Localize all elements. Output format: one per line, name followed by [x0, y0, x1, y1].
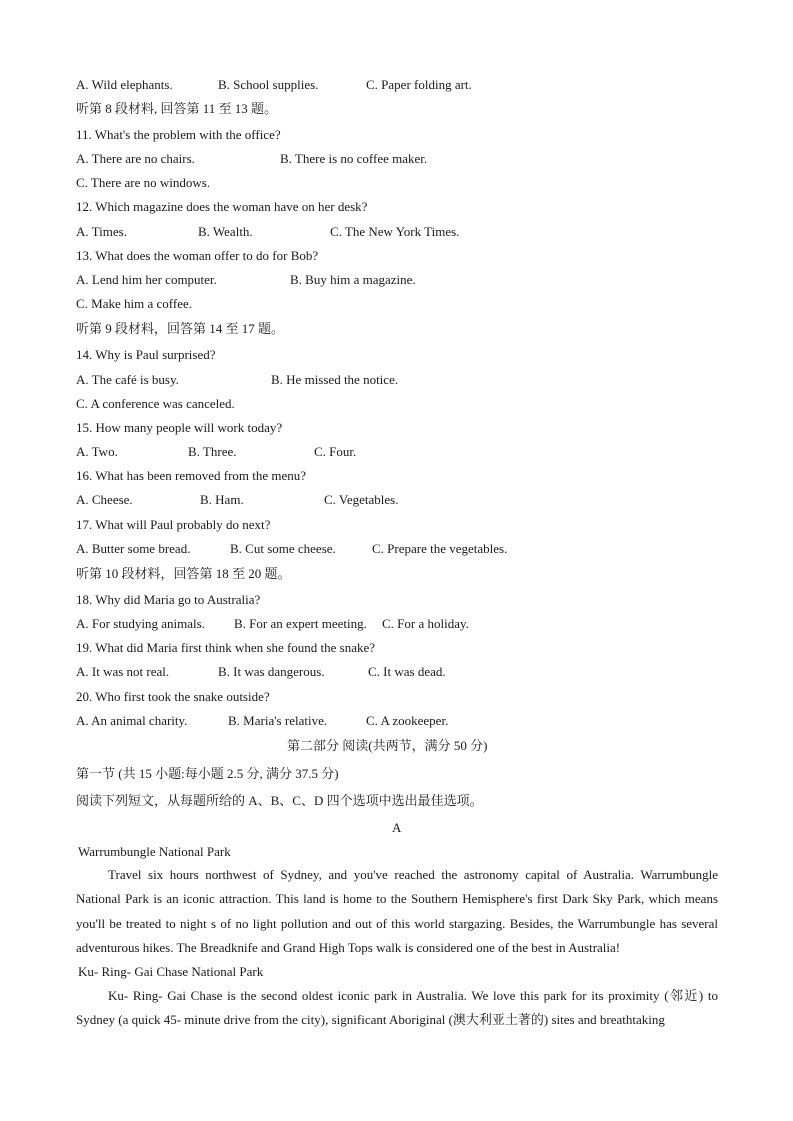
section-9-instruction: 听第 9 段材料，回答第 14 至 17 题。	[76, 321, 285, 336]
q20-option-a: A. An animal charity.	[76, 713, 188, 728]
reading-instructions: 阅读下列短文，从每题所给的 A、B、C、D 四个选项中选出最佳选项。	[76, 793, 483, 808]
q12-question: 12. Which magazine does the woman have on her desk?	[76, 199, 368, 214]
q20-question: 20. Who first took the snake outside?	[76, 689, 270, 704]
section-8-instruction: 听第 8 段材料, 回答第 11 至 13 题。	[76, 101, 278, 116]
q16-option-a: A. Cheese.	[76, 492, 133, 507]
q19-option-a: A. It was not real.	[76, 664, 170, 679]
q15-question: 15. How many people will work today?	[76, 420, 283, 435]
q13-question: 13. What does the woman offer to do for Bob?	[76, 248, 319, 263]
q14-question: 14. Why is Paul surprised?	[76, 347, 216, 362]
q12-option-c: C. The New York Times.	[330, 224, 460, 239]
q12-option-a: A. Times.	[76, 224, 127, 239]
q16-question: 16. What has been removed from the menu?	[76, 468, 307, 483]
park-2-heading: Ku- Ring- Gai Chase National Park	[78, 964, 264, 979]
q18-question: 18. Why did Maria go to Australia?	[76, 592, 261, 607]
q13-option-b: B. Buy him a magazine.	[290, 272, 416, 287]
q18-option-b: B. For an expert meeting.	[234, 616, 367, 631]
q20-option-b: B. Maria's relative.	[228, 713, 328, 728]
q17-question: 17. What will Paul probably do next?	[76, 517, 271, 532]
section-10-instruction: 听第 10 段材料，回答第 18 至 20 题。	[76, 566, 291, 581]
q19-option-c: C. It was dead.	[368, 664, 446, 679]
q16-option-c: C. Vegetables.	[324, 492, 399, 507]
q17-option-a: A. Butter some bread.	[76, 541, 191, 556]
q11-question: 11. What's the problem with the office?	[76, 127, 281, 142]
q10-option-a: A. Wild elephants.	[76, 77, 173, 92]
park-1-heading: Warrumbungle National Park	[78, 844, 231, 859]
q16-option-b: B. Ham.	[200, 492, 244, 507]
q11-option-c: C. There are no windows.	[76, 175, 211, 190]
q17-option-b: B. Cut some cheese.	[230, 541, 336, 556]
q12-option-b: B. Wealth.	[198, 224, 253, 239]
q13-option-a: A. Lend him her computer.	[76, 272, 217, 287]
park-2-paragraph: Ku- Ring- Gai Chase is the second oldest iconic park in Australia. We love this park for its proximity (邻近) to Sydney (a quick 45- minute drive from the city), significant Aboriginal (澳大利亚土著的) sites and breathtaking	[76, 988, 718, 1028]
q11-option-a: A. There are no chairs.	[76, 151, 195, 166]
q14-option-c: C. A conference was canceled.	[76, 396, 235, 411]
q10-option-c: C. Paper folding art.	[366, 77, 472, 92]
passage-letter: A	[392, 820, 402, 835]
q13-option-c: C. Make him a coffee.	[76, 296, 192, 311]
q18-option-a: A. For studying animals.	[76, 616, 205, 631]
q19-option-b: B. It was dangerous.	[218, 664, 325, 679]
q15-option-a: A. Two.	[76, 444, 118, 459]
q14-option-b: B. He missed the notice.	[271, 372, 399, 387]
part-2-title: 第二部分 阅读(共两节，满分 50 分)	[287, 738, 488, 753]
q18-option-c: C. For a holiday.	[382, 616, 469, 631]
q15-option-b: B. Three.	[188, 444, 237, 459]
q17-option-c: C. Prepare the vegetables.	[372, 541, 508, 556]
q10-option-b: B. School supplies.	[218, 77, 319, 92]
q14-option-a: A. The café is busy.	[76, 372, 179, 387]
q20-option-c: C. A zookeeper.	[366, 713, 449, 728]
park-1-paragraph: Travel six hours northwest of Sydney, and you've reached the astronomy capital of Australia. Warrumbungle National Park is an iconic attraction. This land is home to the Southern Hemisphere's first Dark Sky Park, which means you'll be treated to night s of no light pollution and out of this world stargazing. Besides, the Warrumbungle has several adventurous hikes. The Breadknife and Grand High Tops walk is considered one of the best in Australia!	[76, 867, 718, 955]
q15-option-c: C. Four.	[314, 444, 357, 459]
q19-question: 19. What did Maria first think when she found the snake?	[76, 640, 376, 655]
section-1-title: 第一节 (共 15 小题:每小题 2.5 分, 满分 37.5 分)	[76, 766, 339, 781]
q11-option-b: B. There is no coffee maker.	[280, 151, 428, 166]
